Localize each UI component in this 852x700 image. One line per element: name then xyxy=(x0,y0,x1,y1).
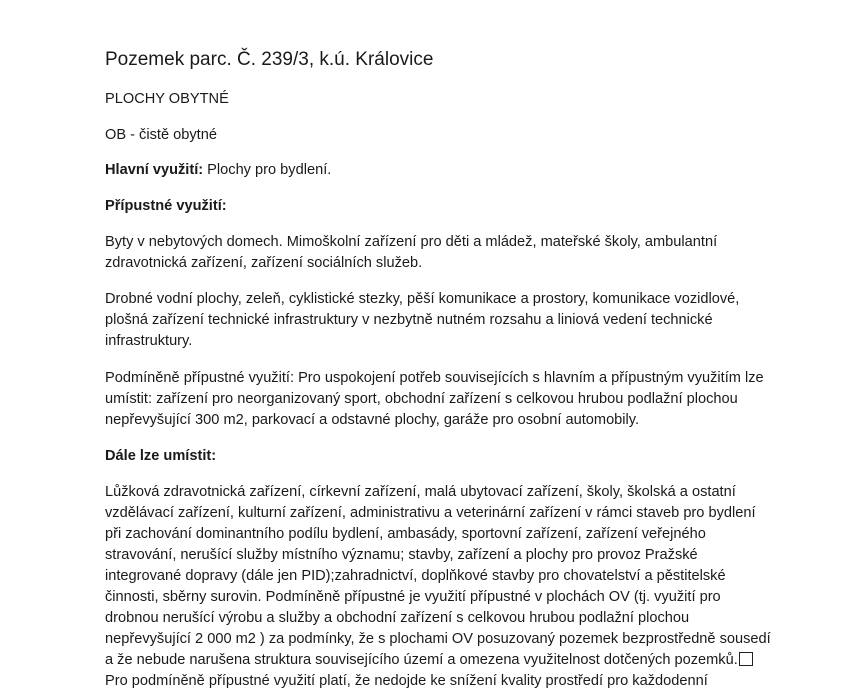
paragraph-line: Drobné vodní plochy, zeleň, cyklistické stezky, pěší komunikace a prostory, komunikace vozidlové, xyxy=(105,291,740,307)
paragraph-line: Podmíněně přípustné využití: Pro uspokojení potřeb souvisejících s hlavním a přípustným využitím lze xyxy=(105,370,764,386)
main-use-line xyxy=(105,160,331,181)
paragraph-line: činnosti, sběrny surovin. Podmíněně přípustné je využití přípustné v plochách OV (tj. využití pro xyxy=(105,589,721,605)
main-use-text: Plochy pro bydlení. xyxy=(203,162,332,178)
paragraph-line: integrované dopravy (dále jen PID);zahradnictví, doplňkové stavby pro chovatelství a pěstitelské xyxy=(105,568,726,584)
permitted-use-heading: Přípustné využití: xyxy=(105,198,227,214)
paragraph-line: při zachování dominantního podílu bydlení, ambasády, sportovní zařízení, zařízení veřejného xyxy=(105,526,706,542)
paragraph-line: umístit: zařízení pro neorganizovaný sport, obchodní zařízení s celkovou hrubou podlažní plochou xyxy=(105,391,738,407)
subcategory: OB - čistě obytné xyxy=(105,127,217,143)
paragraph-line: nepřevyšující 2 000 m2 ) za podmínky, že s plochami OV posuzovaný pozemek bezprostředně sousedí xyxy=(105,631,771,647)
paragraph-line: zdravotnická zařízení, zařízení sociálních služeb. xyxy=(105,255,423,271)
paragraph-line: stravování, nerušící služby místního významu; stavby, zařízení a plochy pro provoz Pražské xyxy=(105,547,698,563)
paragraph-line: vzdělávací zařízení, kulturní zařízení, administrativu a veterinární zařízení v rámci staveb pro bydlení xyxy=(105,505,756,521)
further-allowed-heading: Dále lze umístit: xyxy=(105,448,217,464)
document-title: Pozemek parc. Č. 239/3, k.ú. Královice xyxy=(105,49,434,70)
checkbox-icon xyxy=(739,652,753,666)
paragraph-line: nepřevyšující 300 m2, parkovací a odstavné plochy, garáže pro osobní automobily. xyxy=(105,412,640,428)
main-use-label: Hlavní využití: xyxy=(105,162,204,178)
paragraph-line: infrastruktury. xyxy=(105,333,193,349)
paragraph-line: Byty v nebytových domech. Mimoškolní zařízení pro děti a mládež, mateřské školy, ambulantní xyxy=(105,234,718,250)
paragraph-line: drobnou nerušící výrobu a služby a obchodní zařízení s celkovou hrubou podlažní plochou xyxy=(105,610,690,626)
paragraph-line: Pro podmíněně přípustné využití platí, že nedojde ke snížení kvality prostředí pro každodenní xyxy=(105,673,708,689)
paragraph-line-with-checkbox: a že nebude narušena struktura souvisejícího území a omezena využitelnost dotčených pozemků. xyxy=(105,650,753,671)
paragraph-line: Lůžková zdravotnická zařízení, církevní zařízení, malá ubytovací zařízení, školy, školská a ostatní xyxy=(105,484,736,500)
category-heading: PLOCHY OBYTNÉ xyxy=(105,91,229,107)
paragraph-line: plošná zařízení technické infrastruktury v nezbytně nutném rozsahu a liniová vedení technické xyxy=(105,312,713,328)
